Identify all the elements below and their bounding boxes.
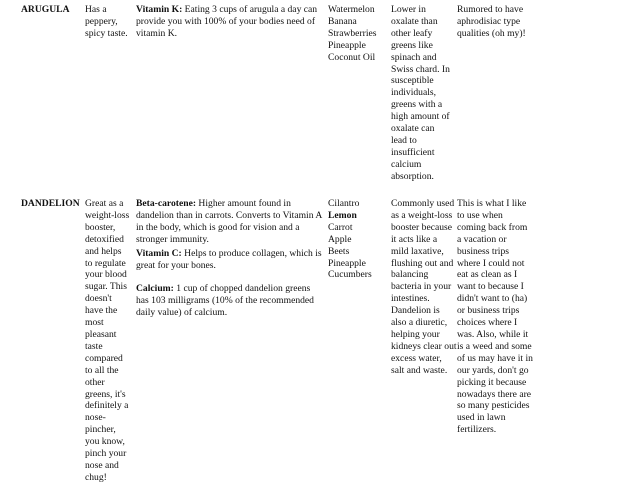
taste-cell-dandelion: Great as a weight-loss booster, detoxified and helps to regulate your blood sugar. This doesn't have the most pleasant taste compared to all the other greens, it's definitely a nose-pincher, you know, pinch your nose and chug! [85,198,130,483]
pairing-item: Cilantro [328,198,360,209]
nutrient-label: Vitamin C: [136,247,182,259]
nutrient-text: 1 cup of chopped dandelion greens has 103 milligrams (10% of the recommended daily value) of calcium. [136,283,314,319]
pairings-cell-dandelion [328,198,386,281]
taste-cell-arugula: Has a peppery, spicy taste. [85,4,128,39]
nutrient-text: Helps to produce collagen, which is great for your bones. [136,247,322,271]
row-name-dandelion: DANDELION [21,198,80,209]
notes-cell-dandelion: This is what I like to use when coming back from a vacation or business trips where I could not eat as clean as I want to because I didn't want to (ha) or business trips choices where I was. Also, while it is a weed and some of us may have it in our yards, don't go picking it because nowadays there are so many pesticides used in lawn fertilizers. [457,198,533,436]
notes-cell-arugula: Rumored to have aphrodisiac type qualities (oh my)! [457,4,526,39]
nutrient-text: Higher amount found in dandelion than in carrots. Converts to Vitamin A in the body, which is good for vision and a stronger immunity. [136,198,322,245]
nutrient-label: Beta-carotene: [136,198,197,209]
pairing-item: Lemon [328,209,357,221]
nutrient-text: Eating 3 cups of arugula a day can provide you with 100% of your bodies need of vitamin K. [136,4,318,39]
pairing-item: Beets [328,245,350,257]
warnings-cell-arugula: Lower in oxalate than other leafy greens like spinach and Swiss chard. In susceptible individuals, greens with a high amount of oxalate can lead to insufficient calcium absorption. [391,4,450,182]
pairing-item: Watermelon [328,4,375,15]
pairing-item: Pineapple [328,257,366,269]
pairing-item: Carrot [328,221,353,233]
nutrient-label: Vitamin K: [136,4,183,15]
pairing-item: Pineapple [328,39,366,51]
nutrient-label: Calcium: [136,283,174,295]
pairing-item: Banana [328,15,357,27]
nutrients-cell-arugula [136,4,322,40]
nutrients-cell-dandelion [136,198,324,319]
nutrient-paragraph [136,248,324,272]
pairing-item: Coconut Oil [328,51,376,63]
pairings-cell-arugula [328,4,386,64]
row-name-arugula: ARUGULA [21,4,70,15]
pairing-item: Apple [328,233,352,245]
pairing-item: Strawberries [328,27,377,39]
warnings-cell-dandelion: Commonly used as a weight-loss booster because it acts like a mild laxative, flushing out and balancing bacteria in your intestines. Dandelion is also a diuretic, helping your kidneys clear out excess water, salt and waste. [391,198,457,376]
pairing-item: Cucumbers [328,269,372,281]
nutrient-paragraph [136,198,324,246]
nutrient-paragraph [136,283,324,319]
